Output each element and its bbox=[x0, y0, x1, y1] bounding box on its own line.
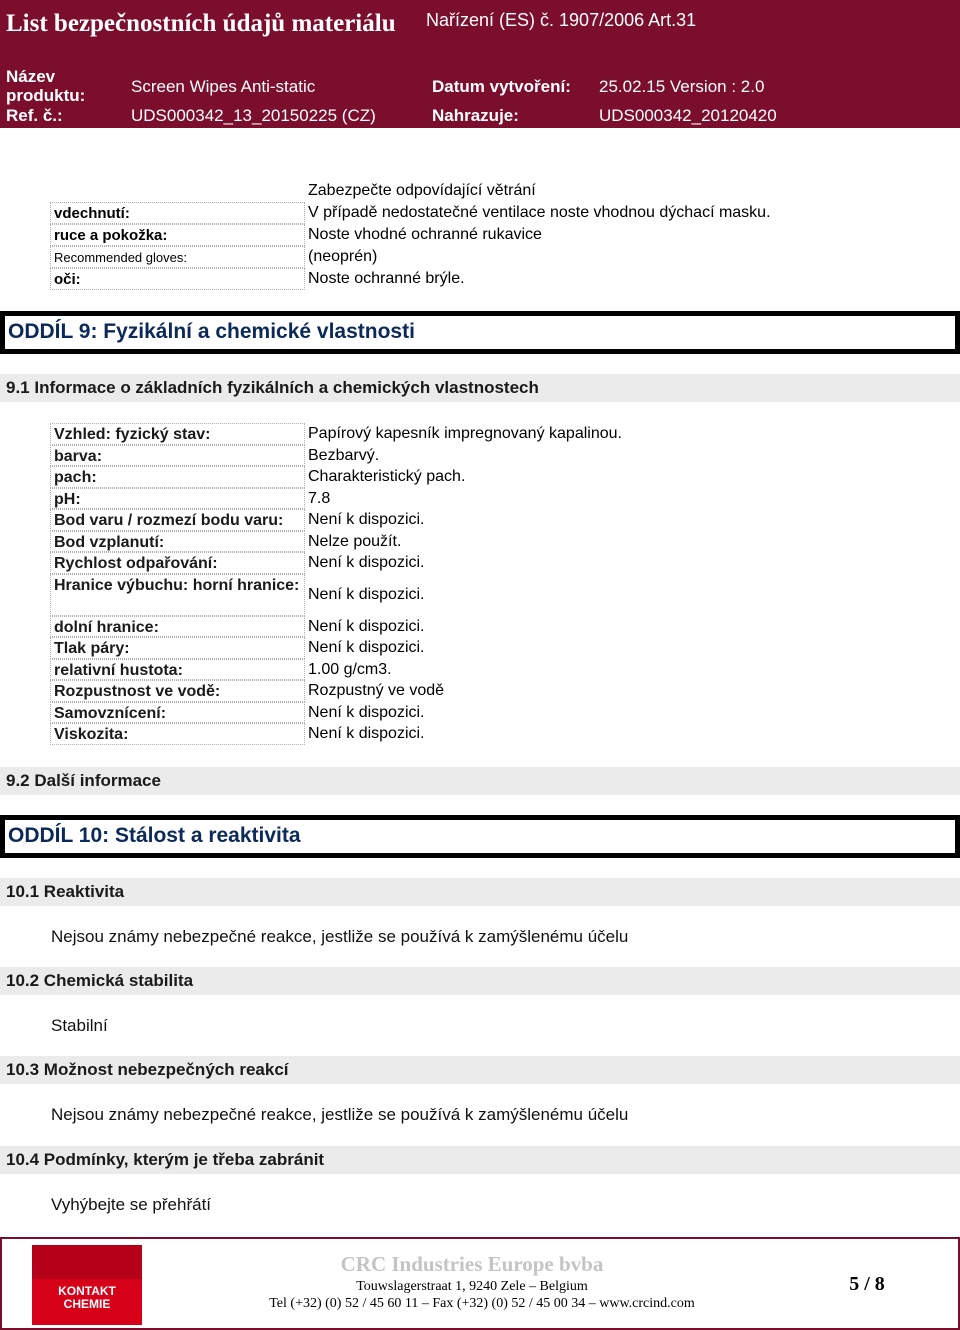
property-row bbox=[50, 488, 750, 510]
property-row bbox=[50, 531, 750, 553]
subsection-10-1: 10.1 Reaktivita bbox=[0, 878, 960, 906]
property-label: Tlak páry: bbox=[50, 637, 305, 659]
created-value: 25.02.15 Version : 2.0 bbox=[599, 77, 765, 96]
created-label: Datum vytvoření: bbox=[432, 77, 571, 96]
property-value: Není k dispozici. bbox=[308, 585, 425, 603]
protection-table bbox=[50, 180, 855, 290]
property-label: Hranice výbuchu: horní hranice: bbox=[50, 574, 305, 616]
replaces-value: UDS000342_20120420 bbox=[599, 106, 777, 125]
hazardous-reactions-text: Nejsou známy nebezpečné reakce, jestliže se používá k zamýšlenému účelu bbox=[51, 1105, 629, 1124]
company-address: Touwslagerstraat 1, 9240 Zele – Belgium bbox=[356, 1279, 588, 1294]
protection-value: Noste vhodné ochranné rukavice bbox=[308, 226, 542, 243]
ventilation-text: Zabezpečte odpovídající větrání bbox=[308, 182, 536, 199]
subsection-9-2: 9.2 Další informace bbox=[0, 767, 960, 795]
subsection-9-1: 9.1 Informace o základních fyzikálních a chemických vlastnostech bbox=[0, 374, 960, 402]
property-value: Není k dispozici. bbox=[308, 511, 425, 528]
section-9-header bbox=[0, 311, 960, 354]
property-value: Bezbarvý. bbox=[308, 446, 380, 464]
company-contact: Tel (+32) (0) 52 / 45 60 11 – Fax (+32) (0) 52 / 45 00 34 – www.crcind.com bbox=[269, 1296, 695, 1311]
protection-value: Noste ochranné brýle. bbox=[308, 270, 465, 287]
product-name: Screen Wipes Anti-static bbox=[131, 77, 316, 96]
property-row bbox=[50, 552, 750, 574]
kontakt-chemie-logo bbox=[32, 1245, 142, 1325]
ref-label: Ref. č.: bbox=[6, 106, 63, 125]
property-label: Bod vzplanutí: bbox=[50, 531, 305, 553]
property-row bbox=[50, 616, 750, 638]
property-value: Charakteristický pach. bbox=[308, 468, 466, 485]
logo-stripe bbox=[32, 1245, 142, 1279]
property-row bbox=[50, 574, 750, 616]
property-row bbox=[50, 702, 750, 724]
property-value: Nelze použít. bbox=[308, 532, 402, 550]
document-header bbox=[0, 0, 960, 60]
logo-line2: CHEMIE bbox=[63, 1297, 111, 1311]
protection-label: ruce a pokožka: bbox=[50, 224, 305, 246]
subsection-10-4: 10.4 Podmínky, kterým je třeba zabránit bbox=[0, 1146, 960, 1174]
protection-row bbox=[50, 268, 855, 290]
property-label: Viskozita: bbox=[50, 723, 305, 745]
property-row bbox=[50, 423, 750, 445]
section-9-title: ODDÍL 9: Fyzikální a chemické vlastnosti bbox=[5, 316, 955, 349]
stability-text: Stabilní bbox=[51, 1016, 108, 1035]
logo-text bbox=[32, 1285, 142, 1311]
property-value: 7.8 bbox=[308, 489, 331, 507]
property-label: Rychlost odpařování: bbox=[50, 552, 305, 574]
protection-value: V případě nedostatečné ventilace noste vhodnou dýchací masku. bbox=[308, 204, 771, 221]
property-value: 1.00 g/cm3. bbox=[308, 660, 392, 678]
property-row bbox=[50, 466, 750, 488]
product-label bbox=[6, 67, 85, 105]
protection-row bbox=[50, 224, 855, 246]
protection-row bbox=[50, 202, 855, 224]
property-value: Není k dispozici. bbox=[308, 725, 425, 742]
property-value: Není k dispozici. bbox=[308, 617, 425, 635]
property-row bbox=[50, 723, 750, 745]
property-label: relativní hustota: bbox=[50, 659, 305, 681]
property-value: Není k dispozici. bbox=[308, 554, 425, 571]
property-value: Není k dispozici. bbox=[308, 639, 425, 656]
subsection-10-3: 10.3 Možnost nebezpečných reakcí bbox=[0, 1056, 960, 1084]
protection-value: (neoprén) bbox=[308, 248, 378, 265]
product-label-line1: Název bbox=[6, 67, 56, 86]
page-footer bbox=[0, 1237, 960, 1330]
property-label: Samovznícení: bbox=[50, 702, 305, 724]
protection-label: oči: bbox=[50, 268, 305, 290]
property-label: barva: bbox=[50, 445, 305, 467]
page-number: 5 / 8 bbox=[849, 1273, 885, 1295]
property-label: Bod varu / rozmezí bodu varu: bbox=[50, 509, 305, 531]
properties-table bbox=[50, 423, 750, 745]
protection-row bbox=[50, 246, 855, 268]
conditions-text: Vyhýbejte se přehřátí bbox=[51, 1195, 212, 1214]
property-value: Papírový kapesník impregnovaný kapalinou. bbox=[308, 425, 622, 442]
product-label-line2: produktu: bbox=[6, 86, 86, 105]
property-value: Není k dispozici. bbox=[308, 703, 425, 721]
regulation-reference: Nařízení (ES) č. 1907/2006 Art.31 bbox=[426, 10, 697, 30]
property-row bbox=[50, 637, 750, 659]
property-row bbox=[50, 445, 750, 467]
property-row bbox=[50, 659, 750, 681]
document-title: List bezpečnostních údajů materiálu bbox=[6, 10, 396, 37]
property-label: Rozpustnost ve vodě: bbox=[50, 680, 305, 702]
property-label: dolní hranice: bbox=[50, 616, 305, 638]
reactivity-text: Nejsou známy nebezpečné reakce, jestliže se používá k zamýšlenému účelu bbox=[51, 927, 629, 946]
logo-line1: KONTAKT bbox=[58, 1284, 116, 1298]
ref-value: UDS000342_13_20150225 (CZ) bbox=[131, 106, 376, 125]
protection-row bbox=[50, 180, 855, 202]
property-label: pach: bbox=[50, 466, 305, 488]
property-label: pH: bbox=[50, 488, 305, 510]
property-row bbox=[50, 680, 750, 702]
property-value: Rozpustný ve vodě bbox=[308, 682, 445, 699]
section-10-title: ODDÍL 10: Stálost a reaktivita bbox=[5, 820, 955, 853]
protection-label: Recommended gloves: bbox=[50, 246, 305, 268]
property-label: Vzhled: fyzický stav: bbox=[50, 423, 305, 445]
subsection-10-2: 10.2 Chemická stabilita bbox=[0, 967, 960, 995]
document-info-bar bbox=[0, 60, 960, 128]
replaces-label: Nahrazuje: bbox=[432, 106, 519, 125]
section-10-header bbox=[0, 815, 960, 858]
protection-label: vdechnutí: bbox=[50, 202, 305, 224]
company-name: CRC Industries Europe bvba bbox=[340, 1252, 604, 1276]
property-row bbox=[50, 509, 750, 531]
